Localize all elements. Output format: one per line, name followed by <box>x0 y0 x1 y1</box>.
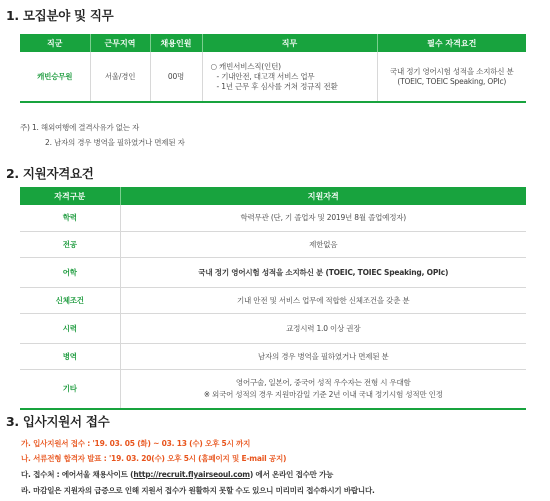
job-group: 캐빈승무원 <box>37 72 73 81</box>
table-row <box>20 231 526 257</box>
table-row <box>20 287 526 313</box>
qualification-table <box>20 187 526 410</box>
table-header-row <box>20 34 526 52</box>
section-3-title: 3. 입사지원서 접수 <box>6 414 110 429</box>
application-site <box>21 469 333 480</box>
hire-count: 00명 <box>150 52 202 102</box>
header-duty: 직무 <box>202 34 377 52</box>
table-row <box>20 257 526 287</box>
table-row <box>20 369 526 409</box>
requirement-line: (TOEIC, TOEIC Speaking, OPIc) <box>397 76 507 86</box>
duty-line: - 기내안전, 대고객 서비스 업무 <box>216 71 315 81</box>
announcement-date: 나. 서류전형 합격자 발표 : '19. 03. 20(수) 오후 5시 (홈페이지 및 E-mail 공지) <box>21 454 287 463</box>
row-label: 어학 <box>20 257 120 287</box>
application-period: 가. 입사지원서 접수 : '19. 03. 05 (화) ~ 03. 13 (수) 오후 5시 까지 <box>21 439 251 448</box>
row-value-line: ※ 외국어 성적의 경우 지원마감일 기준 2년 이내 국내 정기시험 성적만 인정 <box>203 389 443 399</box>
row-value <box>120 369 526 409</box>
row-label: 기타 <box>62 384 77 394</box>
header-requirements: 필수 자격요건 <box>377 34 526 52</box>
row-label: 병역 <box>20 343 120 369</box>
requirement-line: 국내 정기 영어시험 성적을 소지하신 분 <box>389 66 514 76</box>
header-count: 채용인원 <box>150 34 202 52</box>
row-value: 학력무관 (단, 기 졸업자 및 2019년 8월 졸업예정자) <box>120 205 526 231</box>
row-label: 시력 <box>20 313 120 343</box>
row-label: 신체조건 <box>20 287 120 313</box>
application-site-prefix: 다. 접수처 : 에어서울 채용사이트 ( <box>21 470 134 479</box>
table-row <box>20 343 526 369</box>
requirements-cell <box>377 52 526 102</box>
section-2-title: 2. 지원자격요건 <box>6 166 94 181</box>
application-site-suffix: ) 에서 온라인 접수만 가능 <box>249 470 334 479</box>
duty-line: ○ 캐빈서비스직(인턴) <box>210 61 281 71</box>
duty-cell <box>202 52 377 102</box>
table-header-row <box>20 187 526 205</box>
row-label: 전공 <box>20 231 120 257</box>
note-line: 주) 1. 해외여행에 결격사유가 없는 자 <box>20 123 140 132</box>
header-category: 자격구분 <box>20 187 120 205</box>
row-label: 학력 <box>20 205 120 231</box>
deadline-notice: 라. 마감일은 지원자의 급증으로 인해 지원서 접수가 원활하지 못할 수도 있으니 미리미리 접수하시기 바랍니다. <box>21 486 375 495</box>
row-value: 국내 정기 영어시험 성적을 소지하신 분 (TOEIC, TOIEC Speaking, OPIc) <box>120 257 526 287</box>
table-row <box>20 52 526 102</box>
duty-line: - 1년 근무 후 심사를 거쳐 정규직 전환 <box>216 81 338 91</box>
table-row <box>20 313 526 343</box>
row-value: 남자의 경우 병역을 필하였거나 면제된 분 <box>120 343 526 369</box>
section-1-title: 1. 모집분야 및 직무 <box>6 8 114 23</box>
header-qualification: 지원자격 <box>120 187 526 205</box>
header-location: 근무지역 <box>90 34 150 52</box>
header-group: 직군 <box>20 34 90 52</box>
note-line: 2. 남자의 경우 병역을 필하였거나 면제된 자 <box>45 138 185 147</box>
row-value: 기내 안전 및 서비스 업무에 적합한 신체조건을 갖춘 분 <box>120 287 526 313</box>
recruitment-table <box>20 34 526 103</box>
table-row <box>20 205 526 231</box>
recruit-site-link[interactable]: http://recruit.flyairseoul.com <box>133 470 250 479</box>
row-value: 교정시력 1.0 이상 권장 <box>120 313 526 343</box>
row-value: 제한없음 <box>120 231 526 257</box>
row-value-line: 영어구술, 일본어, 중국어 성적 우수자는 전형 시 우대함 <box>235 377 411 387</box>
work-location: 서울/경인 <box>90 52 150 102</box>
